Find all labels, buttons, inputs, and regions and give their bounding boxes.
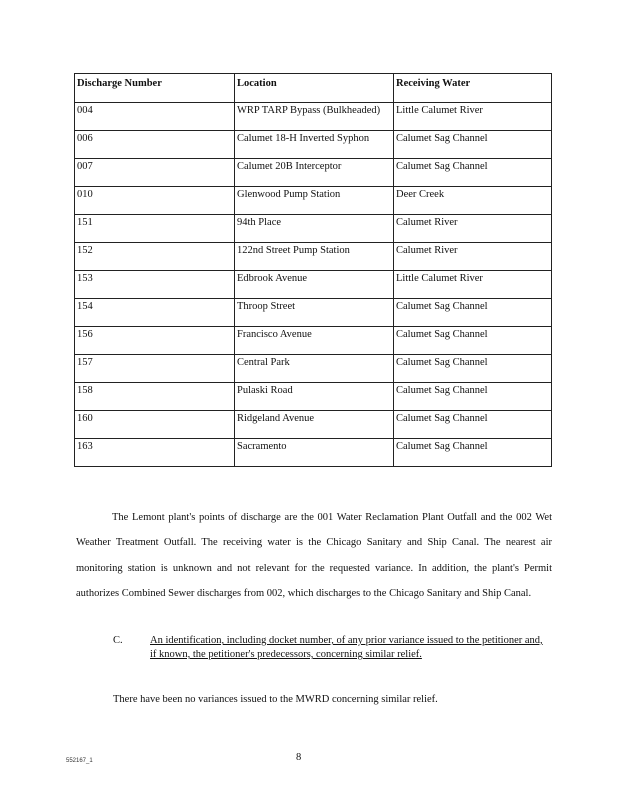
- table-row: [75, 159, 552, 187]
- discharge-number-cell: 160: [75, 411, 235, 439]
- location-cell: 94th Place: [235, 215, 394, 243]
- receiving-water-cell: Calumet Sag Channel: [394, 411, 552, 439]
- table-row: [75, 243, 552, 271]
- receiving-water-cell: Calumet Sag Channel: [394, 355, 552, 383]
- no-variances-paragraph: There have been no variances issued to the MWRD concerning similar relief.: [113, 693, 438, 705]
- header-location: Location: [235, 74, 394, 103]
- receiving-water-cell: Deer Creek: [394, 187, 552, 215]
- receiving-water-cell: Calumet Sag Channel: [394, 159, 552, 187]
- section-c-heading: An identification, including docket number, of any prior variance issued to the petitioner and, if known, the petitioner's predecessors, concerning similar relief.: [150, 635, 543, 660]
- receiving-water-cell: Calumet Sag Channel: [394, 299, 552, 327]
- discharge-number-cell: 163: [75, 439, 235, 467]
- location-cell: Glenwood Pump Station: [235, 187, 394, 215]
- receiving-water-cell: Little Calumet River: [394, 271, 552, 299]
- discharge-number-cell: 004: [75, 103, 235, 131]
- page-number: 8: [296, 752, 302, 763]
- location-cell: Francisco Avenue: [235, 327, 394, 355]
- table-row: [75, 383, 552, 411]
- lemont-discharge-paragraph: The Lemont plant's points of discharge are the 001 Water Reclamation Plant Outfall and the 002 Wet Weather Treatment Outfall. The receiving water is the Chicago Sanitary and Ship Canal. The nearest air monitoring station is unknown and not relevant for the requested variance. In addition, the plant's Permit authorizes Combined Sewer discharges from 002, which discharges to the Chicago Sanitary and Ship Canal.: [76, 511, 552, 599]
- discharge-number-cell: 158: [75, 383, 235, 411]
- table-row: [75, 355, 552, 383]
- receiving-water-cell: Calumet Sag Channel: [394, 327, 552, 355]
- receiving-water-cell: Calumet Sag Channel: [394, 383, 552, 411]
- receiving-water-cell: Calumet River: [394, 243, 552, 271]
- discharge-table: [74, 73, 552, 467]
- discharge-number-cell: 157: [75, 355, 235, 383]
- discharge-number-cell: 007: [75, 159, 235, 187]
- table-row: [75, 215, 552, 243]
- receiving-water-cell: Calumet River: [394, 215, 552, 243]
- table-row: [75, 271, 552, 299]
- discharge-number-cell: 154: [75, 299, 235, 327]
- table-row: [75, 299, 552, 327]
- location-cell: Edbrook Avenue: [235, 271, 394, 299]
- table-row: [75, 439, 552, 467]
- location-cell: Calumet 20B Interceptor: [235, 159, 394, 187]
- table-row: [75, 327, 552, 355]
- location-cell: 122nd Street Pump Station: [235, 243, 394, 271]
- discharge-number-cell: 006: [75, 131, 235, 159]
- table-row: [75, 187, 552, 215]
- location-cell: WRP TARP Bypass (Bulkheaded): [235, 103, 394, 131]
- header-discharge-number: Discharge Number: [75, 74, 235, 103]
- section-c-label: C.: [113, 635, 123, 646]
- receiving-water-cell: Calumet Sag Channel: [394, 131, 552, 159]
- location-cell: Sacramento: [235, 439, 394, 467]
- location-cell: Central Park: [235, 355, 394, 383]
- location-cell: Ridgeland Avenue: [235, 411, 394, 439]
- discharge-number-cell: 151: [75, 215, 235, 243]
- table-header-row: [75, 74, 552, 103]
- discharge-number-cell: 156: [75, 327, 235, 355]
- location-cell: Pulaski Road: [235, 383, 394, 411]
- location-cell: Calumet 18-H Inverted Syphon: [235, 131, 394, 159]
- discharge-number-cell: 010: [75, 187, 235, 215]
- table-row: [75, 103, 552, 131]
- receiving-water-cell: Calumet Sag Channel: [394, 439, 552, 467]
- discharge-number-cell: 153: [75, 271, 235, 299]
- table-row: [75, 131, 552, 159]
- table-row: [75, 411, 552, 439]
- location-cell: Throop Street: [235, 299, 394, 327]
- document-id: 552167_1: [66, 758, 93, 764]
- header-receiving-water: Receiving Water: [394, 74, 552, 103]
- discharge-number-cell: 152: [75, 243, 235, 271]
- receiving-water-cell: Little Calumet River: [394, 103, 552, 131]
